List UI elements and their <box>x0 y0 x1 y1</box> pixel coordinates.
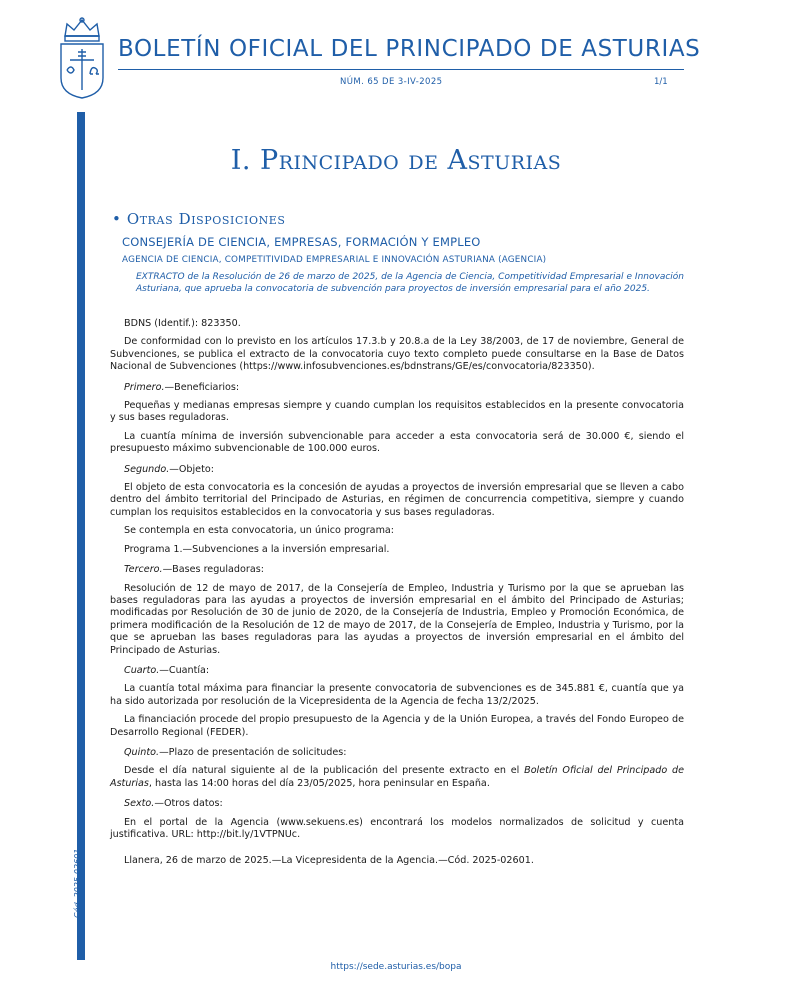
paragraph: En el portal de la Agencia (www.sekuens.es) encontrará los modelos normalizados de solicitud y cuenta justificativa. URL: http://bit.ly/1VTPNUc. <box>110 816 684 840</box>
document-body <box>110 318 684 874</box>
bdns-id: BDNS (Identif.): 823350. <box>124 318 241 329</box>
heading-cuarto: Cuarto.—Cuantía: <box>124 664 210 676</box>
extract-summary: EXTRACTO de la Resolución de 26 de marzo de 2025, de la Agencia de Ciencia, Competitividad Empresarial e Innovación Asturiana, que aprueba la convocatoria de subvención para proyectos de inversión empresarial para el año 2025. <box>136 272 684 294</box>
section-title: I. Principado de Asturias <box>230 145 562 176</box>
paragraph: Resolución de 12 de mayo de 2017, de la Consejería de Empleo, Industria y Turismo por la que se aprueban las bases reguladoras para las ayudas a proyectos de inversión empresarial en el ámbito del Principado de Asturias; modificadas por Resolución de 30 de junio de 2020, de la Consejería de Industria, Empleo y Promoción Económica, de primera modificación de la Resolución de 12 de mayo de 2017, de la Consejería de Empleo, Industria y Turismo, por la que se aprueban las bases reguladoras para las ayudas a proyectos de inversión empresarial en el ámbito del Principado de Asturias. <box>110 582 684 656</box>
bulletin-title: BOLETÍN OFICIAL DEL PRINCIPADO DE ASTURIAS <box>118 36 701 62</box>
heading-tercero: Tercero.—Bases reguladoras: <box>124 564 264 576</box>
paragraph: El objeto de esta convocatoria es la concesión de ayudas a proyectos de inversión empresarial que se lleven a cabo dentro del ámbito territorial del Principado de Asturias, en régimen de concurrencia competitiva, siempre y cuando cumplan los requisitos establecidos en la convocatoria y sus bases reguladoras. <box>110 482 684 518</box>
issue-number: NÚM. 65 DE 3-IV-2025 <box>340 77 443 87</box>
footer-url[interactable]: https://sede.asturias.es/bopa <box>330 962 462 972</box>
intro-paragraph: De conformidad con lo previsto en los artículos 17.3.b y 20.8.a de la Ley 38/2003, de 17 de noviembre, General de Subvenciones, se publica el extracto de la convocatoria cuyo texto completo puede consultarse en la Base de Datos Nacional de Subvenciones (https://www.infosubvenciones.es/bdnstrans/GE/es/convocatoria/823350). <box>110 336 684 373</box>
asturias-coat-of-arms-icon <box>57 16 107 100</box>
department-heading: CONSEJERÍA DE CIENCIA, EMPRESAS, FORMACIÓN Y EMPLEO <box>122 235 481 249</box>
heading-sexto: Sexto.—Otros datos: <box>124 798 223 810</box>
page-number: 1/1 <box>654 77 668 87</box>
paragraph: Desde el día natural siguiente al de la publicación del presente extracto en el Boletín Oficial del Principado de Asturias, hasta las 14:00 horas del día 23/05/2025, hora peninsular en España. <box>110 765 685 789</box>
paragraph: Pequeñas y medianas empresas siempre y cuando cumplan los requisitos establecidos en la presente convocatoria y sus bases reguladoras. <box>110 400 684 424</box>
paragraph: Programa 1.—Subvenciones a la inversión empresarial. <box>124 543 390 555</box>
signature: Llanera, 26 de marzo de 2025.—La Vicepresidenta de la Agencia.—Cód. 2025-02601. <box>124 855 534 867</box>
category-heading: • Otras Disposiciones <box>112 210 286 228</box>
agency-heading: AGENCIA DE CIENCIA, COMPETITIVIDAD EMPRESARIAL E INNOVACIÓN ASTURIANA (AGENCIA) <box>122 255 547 265</box>
heading-quinto: Quinto.—Plazo de presentación de solicitudes: <box>124 746 347 758</box>
paragraph: La financiación procede del propio presupuesto de la Agencia y de la Unión Europea, a través del Fondo Europeo de Desarrollo Regional (FEDER). <box>110 714 684 738</box>
paragraph: La cuantía mínima de inversión subvencionable para acceder a esta convocatoria será de 30.000 €, siendo el presupuesto máximo subvencionable de 100.000 euros. <box>110 430 684 455</box>
side-document-code: Cód. 2025-02601 <box>73 848 82 918</box>
paragraph: Se contempla en esta convocatoria, un único programa: <box>124 525 395 537</box>
header-divider <box>118 69 684 70</box>
heading-primero: Primero.—Beneficiarios: <box>124 381 240 393</box>
side-bar <box>77 112 85 960</box>
heading-segundo: Segundo.—Objeto: <box>124 463 214 475</box>
paragraph: La cuantía total máxima para financiar la presente convocatoria de subvenciones es de 345.881 €, cuantía que ya ha sido autorizada por resolución de la Vicepresidenta de la Agencia de fecha 13/2/2025. <box>110 683 684 707</box>
